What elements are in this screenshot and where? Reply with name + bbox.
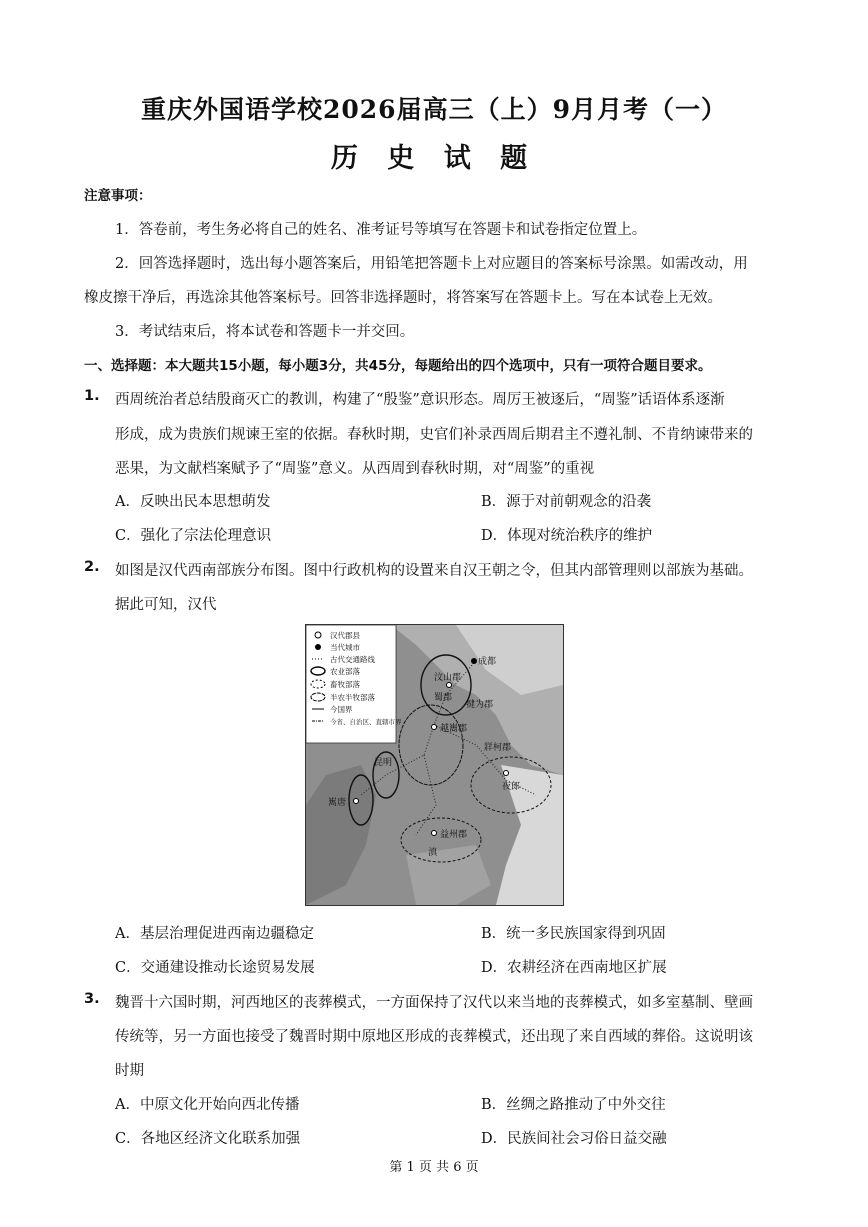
- county-marker: [447, 683, 452, 688]
- exam-subtitle: 历 史 试 题: [330, 143, 538, 174]
- question-3-line-3: 时期: [115, 1063, 144, 1079]
- question-2-number: 2.: [84, 559, 100, 575]
- question-1-option-c[interactable]: C．强化了宗法伦理意识: [115, 528, 272, 544]
- legend-label: 今国界: [330, 705, 353, 714]
- county-marker: [504, 771, 509, 776]
- question-1-line-2: 形成，成为贵族们规谏王室的依据。春秋时期，史官们补录西周后期君主不遵礼制、不肯纳谏带来的: [115, 427, 753, 443]
- county-marker: [354, 799, 359, 804]
- question-1-option-a[interactable]: A．反映出民本思想萌发: [115, 494, 271, 510]
- legend-label: 今省、自治区、直辖市界: [330, 718, 402, 726]
- legend-city-icon: [315, 644, 321, 650]
- section-heading: 一、选择题：本大题共15小题，每小题3分，共45分，每题给出的四个选项中，只有一项符合题目要求。: [84, 358, 712, 374]
- notice-item-2-line-2: 橡皮擦干净后，再选涂其他答案标号。回答非选择题时，将答案写在答题卡上。写在本试卷上无效。: [84, 290, 722, 306]
- place-label: 益州郡: [440, 830, 468, 840]
- question-2-option-c[interactable]: C．交通建设推动长途贸易发展: [115, 960, 315, 976]
- place-label: 滇: [428, 848, 438, 858]
- notice-item-3: 3．考试结束后，将本试卷和答题卡一并交回。: [115, 324, 415, 340]
- question-3-option-b[interactable]: B．丝绸之路推动了中外交往: [481, 1097, 666, 1113]
- legend-label: 农业部落: [330, 667, 360, 676]
- place-label: 昆明: [374, 758, 393, 768]
- legend-label: 半农半牧部落: [330, 693, 375, 702]
- place-label: 嶲唐: [328, 798, 347, 808]
- question-1-number: 1.: [84, 388, 100, 404]
- exam-title: 重庆外国语学校2026届高三（上）9月月考（一）: [141, 95, 727, 124]
- county-marker: [432, 831, 437, 836]
- place-label: 蜀郡: [434, 693, 453, 703]
- place-label: 牂柯郡: [484, 743, 512, 753]
- legend-label: 汉代郡县: [330, 631, 360, 640]
- question-2-option-d[interactable]: D．农耕经济在西南地区扩展: [481, 960, 667, 976]
- place-label: 夜郎: [502, 782, 521, 792]
- question-2-line-2: 据此可知，汉代: [115, 597, 217, 613]
- question-2-option-a[interactable]: A．基层治理促进西南边疆稳定: [115, 926, 314, 942]
- question-1-option-d[interactable]: D．体现对统治秩序的维护: [481, 528, 653, 544]
- notice-heading: 注意事项：: [84, 188, 152, 204]
- notice-item-1: 1．答卷前，考生务必将自己的姓名、准考证号等填写在答题卡和试卷指定位置上。: [115, 222, 647, 238]
- question-3-line-1: 魏晋十六国时期，河西地区的丧葬模式，一方面保持了汉代以来当地的丧葬模式，如多室墓制、壁画: [115, 995, 753, 1011]
- notice-item-2-line-1: 2．回答选择题时，选出每小题答案后，用铅笔把答题卡上对应题目的答案标号涂黑。如需改动，用: [115, 256, 748, 272]
- city-marker: [471, 658, 477, 664]
- place-label: 越巂郡: [440, 724, 468, 734]
- question-2-line-1: 如图是汉代西南部族分布图。图中行政机构的设置来自汉王朝之令，但其内部管理则以部族为基础。: [115, 563, 753, 579]
- question-3-option-c[interactable]: C．各地区经济文化联系加强: [115, 1131, 301, 1147]
- place-label: 汶山郡: [434, 673, 462, 683]
- county-marker: [432, 725, 437, 730]
- question-3-option-d[interactable]: D．民族间社会习俗日益交融: [481, 1131, 667, 1147]
- page-footer: 第 1 页 共 6 页: [389, 1160, 479, 1175]
- southwest-tribes-map: [305, 624, 564, 906]
- question-1-line-1: 西周统治者总结殷商灭亡的教训，构建了“殷鉴”意识形态。周厉王被逐后，“周鉴”话语体系逐渐: [115, 392, 725, 408]
- legend-label: 古代交通路线: [330, 655, 375, 664]
- place-label: 成都: [478, 657, 497, 667]
- legend-label: 畜牧部落: [330, 680, 360, 689]
- legend-label: 当代城市: [330, 643, 360, 652]
- question-3-line-2: 传统等，另一方面也接受了魏晋时期中原地区形成的丧葬模式，还出现了来自西域的葬俗。这说明该: [115, 1029, 753, 1045]
- question-3-option-a[interactable]: A．中原文化开始向西北传播: [115, 1097, 300, 1113]
- question-1-line-3: 恶果，为文献档案赋予了“周鉴”意义。从西周到春秋时期，对“周鉴”的重视: [115, 461, 595, 477]
- question-3-number: 3.: [84, 991, 100, 1007]
- place-label: 犍为郡: [466, 700, 494, 710]
- map-graphic: [306, 625, 563, 905]
- question-2-option-b[interactable]: B．统一多民族国家得到巩固: [481, 926, 666, 942]
- question-1-option-b[interactable]: B．源于对前朝观念的沿袭: [481, 494, 652, 510]
